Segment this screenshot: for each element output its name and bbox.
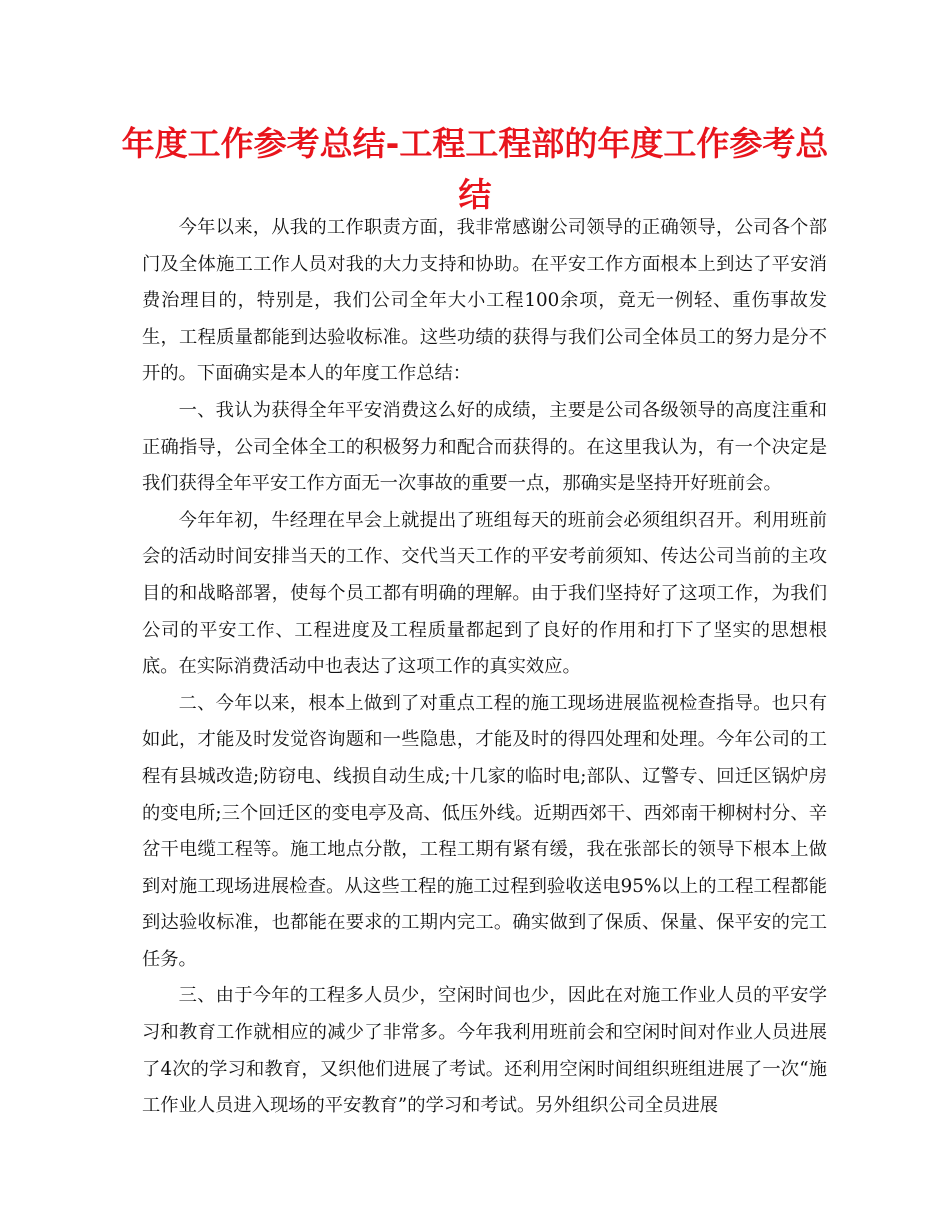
paragraph-2: 一、我认为获得全年平安消费这么好的成绩，主要是公司各级领导的高度注重和正确指导，公司全体全工的积极努力和配合而获得的。在这里我认为，有一个决定是我们获得全年平安工作方面无一次事故的重要一点，那确实是坚持开好班前会。: [142, 399, 827, 495]
paragraph-1: 今年以来，从我的工作职责方面，我非常感谢公司领导的正确领导，公司各个部门及全体施工工作人员对我的大力支持和协助。在平安工作方面根本上到达了平安消费治理目的，特别是，我们公司全年大小工程100余项，竟无一例轻、重伤事故发生，工程质量都能到达验收标准。这些功绩的获得与我们公司全体员工的努力是分不开的。下面确实是本人的年度工作总结：: [142, 217, 827, 385]
paragraph-4: 二、今年以来，根本上做到了对重点工程的施工现场进展监视检查指导。也只有如此，才能及时发觉咨询题和一些隐患，才能及时的得四处理和处理。今年公司的工程有县城改造;防窃电、线损自动生成;十几家的临时电;部队、辽警专、回迁区锅炉房的变电所;三个回迁区的变电亭及高、低压外线。近期西郊干、西郊南干柳树村分、辛岔干电缆工程等。施工地点分散，工程工期有紧有缓，我在张部长的领导下根本上做到对施工现场进展检查。从这些工程的施工过程到验收送电95%以上的工程工程都能到达验收标准，也都能在要求的工期内完工。确实做到了保质、保量、保平安的完工任务。: [142, 692, 827, 970]
paragraph-3: 今年年初，牛经理在早会上就提出了班组每天的班前会必须组织召开。利用班前会的活动时间安排当天的工作、交代当天工作的平安考前须知、传达公司当前的主攻目的和战略部署，使每个员工都有明确的理解。由于我们坚持好了这项工作，为我们公司的平安工作、工程进度及工程质量都起到了良好的作用和打下了坚实的思想根底。在实际消费活动中也表达了这项工作的真实效应。: [142, 509, 827, 678]
document-body: [142, 210, 827, 1125]
paragraph-5: 三、由于今年的工程多人员少，空闲时间也少，因此在对施工作业人员的平安学习和教育工作就相应的减少了非常多。今年我利用班前会和空闲时间对作业人员进展了4次的学习和教育，又织他们进展了考试。还利用空闲时间组织班组进展了一次“施工作业人员进入现场的平安教育”的学习和考试。另外组织公司全员进展: [142, 985, 827, 1117]
document-title: 年度工作参考总结-工程工程部的年度工作参考总结: [121, 124, 829, 214]
